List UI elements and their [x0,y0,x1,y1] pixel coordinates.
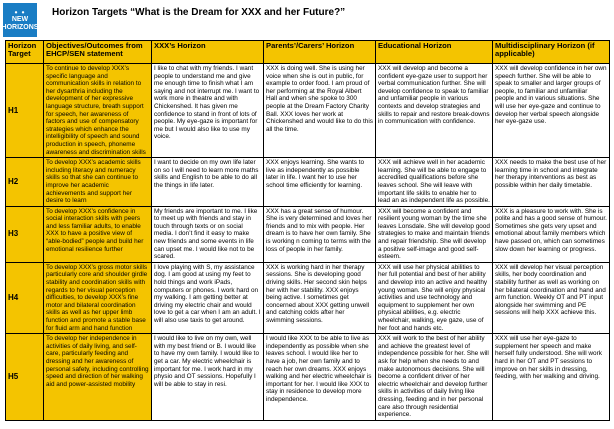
objective-cell: To develop XXX’s confidence in social interaction skills with peers and less familiar adults, to enable XXX to have a positive view of “able-bodied” people and build her emotional resilience further [44,206,152,262]
target-cell: H2 [6,158,44,207]
parents-cell: XXX is doing well. She is using her voice when she is out in public, for example to order food. I am proud of her performing at the Royal Albert Hall and when she spoke to 300 people at the Dream Factory Charity Ball. XXX loves her work at Chickenshed and would like to do this all the time. [264,64,376,158]
objective-cell: To develop XXX’s academic skills including literacy and numeracy skills so that she can continue to improve her academic achievements and support her desire to learn [44,158,152,207]
table-row [6,334,610,421]
pupil-cell: I would like to live on my own, well with my best friend or B. I would like to have my own family. I would like to get a car. My electric wheelchair is important for me. I work hard in my physio and OT sessions. Hopefully I will be able to stay in resi. [152,334,264,421]
table-row [6,158,610,207]
header-multidisciplinary-horizon: Multidisciplinary Horizon (if applicable) [493,41,610,64]
multi-cell: XXX is a pleasure to work with. She is polite and has a good sense of humour. Sometimes she gets very upset and emotional about family members which have passed on, which can sometimes slow down her learning or progress. [493,206,610,262]
new-horizons-logo [3,3,37,37]
objective-cell: To develop XXX’s gross motor skills particularly core and shoulder girdle stability and coordination skills with regards to her visual perception difficulties, to develop XXX’s fine motor and bilateral coordination skills as well as her upper limb function and promote a stable base for fluid arm and hand function [44,262,152,333]
multi-cell: XXX needs to make the best use of her learning time in school and integrate her therapy interventions as best as possible within her daily timetable. [493,158,610,207]
pupil-cell: My friends are important to me. I like to meet up with friends and stay in touch through texts or on social media. I don’t find it easy to make new friends and some events in life can upset me. I would like not to be scared. [152,206,264,262]
logo-line2: HORIZONS [1,23,39,31]
target-cell: H3 [6,206,44,262]
header-educational-horizon: Educational Horizon [376,41,493,64]
multi-cell: XXX will use her eye-gaze to supplement her speech and make herself fully understood. She will work hard in her OT and PT sessions to improve on her skills in dressing, feeding, with her walking and driving. [493,334,610,421]
table-row [6,206,610,262]
target-cell: H1 [6,64,44,158]
parents-cell: XXX has a great sense of humour. She is very determined and loves her friends and to mix with people. Her dream is to have her own family. She is working n coming to terms with the loss of people in her family. [264,206,376,262]
header-pupil-horizon: XXX’s Horizon [152,41,264,64]
multi-cell: XXX will develop her visual perception skills, her body coordination and stability further as well as working on her bilateral coordination and hand and arm function. Weekly OT and PT input alongside her swimming and PE sessions will help XXX achieve this. [493,262,610,333]
header-horizon-target: Horizon Target [6,41,44,64]
pupil-cell: I like to chat with my friends. I want people to understand me and give me enough time to finish what I am saying and not interrupt me. I want to work more in theatre and with Chickenshed. It has given me confidence to stand in front of lots of people. My eye-gaze is important for me but I would also like to use my voice. [152,64,264,158]
page-title: Horizon Targets “What is the Dream for XXX and her Future?” [52,7,346,18]
header-parents-horizon: Parents’/Carers’ Horizon [264,41,376,64]
parents-cell: I would like XXX to be able to live as independently as possible when she leaves school. I would like her to have a job, her own family and to reach her own dreams. XXX enjoys walking and her electric wheelchair is important for her. I would like XXX to stay in residence to develop more independence. [264,334,376,421]
education-cell: XXX will achieve well in her academic learning. She will be able to engage to accredited qualifications before she leaves school. She will leave with important life skills to enable her to lead an as independent life as possible. [376,158,493,207]
horizon-targets-table [5,40,610,421]
header-row [6,41,610,64]
education-cell: XXX will use her physical abilities to her full potential and best of her ability and develop into an active and healthy young woman. She will enjoy physical activities and use technology and equipment to supplement her own physical abilities, e.g. electric wheelchair, walking, eye gaze, use of her foot and hands etc. [376,262,493,333]
objective-cell: To continue to develop XXX’s specific language and communication skills in relation to her dysarthria including the development of her expressive language structure, breath support for speech, her awareness of factors and use of compensatory strategies which enhance the intelligibility of speech and sound production in speech, phoneme awareness and discrimination skills [44,64,152,158]
table-row [6,64,610,158]
parents-cell: XXX is working hard in her therapy sessions. She is developing good driving skills. Her second skin helps her with her stability. XXX enjoys being active. I sometimes get concerned about XXX getting unwell and catching colds after her swimming sessions. [264,262,376,333]
multi-cell: XXX will develop confidence in her own speech further. She will be able to speak to smaller and larger groups of people, to familiar and unfamiliar people and in various situations. She will use her eye-gaze and continue to develop her verbal speech alongside her eye-gaze use. [493,64,610,158]
education-cell: XXX will develop and become a confident eye-gaze user to support her verbal communication further. She will develop confidence to speak to familiar and unfamiliar people in various contexts and develop strategies and skills to repair and restore break-downs in communication with confidence. [376,64,493,158]
target-cell: H5 [6,334,44,421]
parents-cell: XXX enjoys learning. She wants to live as independently as possible later in life. I want her to use her school time efficiently for learning. [264,158,376,207]
logo-line1: NEW [11,15,29,23]
objective-cell: To develop her independence in activities of daily living, and self-care, particularly feeding and dressing and her awareness of personal safety, including controlling speed and direction of her walking aid and power-assisted mobility [44,334,152,421]
education-cell: XXX will work to the best of her ability and achieve the greatest level of independence possible for her. She will ask for help when she needs to and make autonomous decisions. She will become a confident driver of her electric wheelchair and develop further skills in activities of daily living like dressing, feeding and in her personal care also through residential experience. [376,334,493,421]
pupil-cell: I want to decide on my own life later on so I will need to learn more maths skills and English to be able to do all the things in life later. [152,158,264,207]
education-cell: XXX will become a confident and resilient young woman by the time she leaves Lonsdale. She will develop good strategies to make and maintain friends and repair friendship. She will develop a positive self-image and good self-esteem. [376,206,493,262]
pupil-cell: I love playing with S, my assistance dog. I am good at using my feet to hold things and work iPads, computers or phones. I work hard on my walking. I am getting better at driving my electric chair and would love to get a car when I am an adult. I will also use taxis to get around. [152,262,264,333]
target-cell: H4 [6,262,44,333]
logo-dots-icon: • • [14,7,26,17]
table-row [6,262,610,333]
header-objectives: Objectives/Outcomes from EHCP/SEN statement [44,41,152,64]
